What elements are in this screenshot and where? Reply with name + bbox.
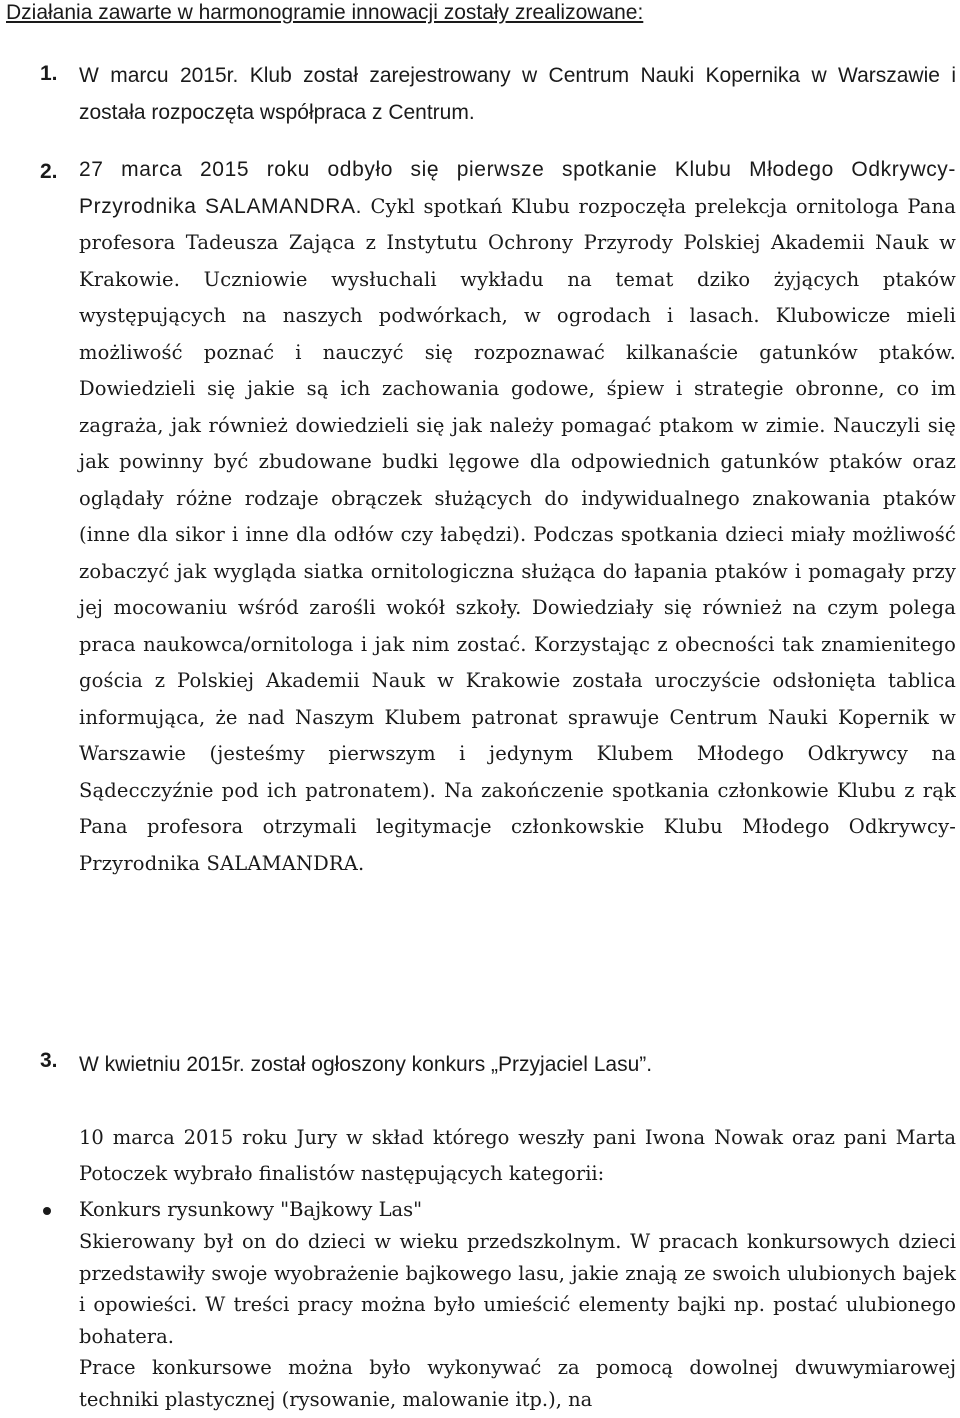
list-item-text: W marcu 2015r. Klub został zarejestrowany w Centrum Nauki Kopernika w Warszawie i została rozpoczęta współpraca z Centrum. — [79, 64, 956, 124]
list-item-continuation: Cykl spotkań Klubu rozpoczęła prelekcja ornitologa Pana profesora Tadeusza Zająca z Instytutu Ochrony Przyrody Polskiej Akademii Nauk w Krakowie. Uczniowie wysłuchali wykładu na temat dziko żyjących ptaków występujących na naszych podwórkach, w ogrodach i lasach. Klubowicze mieli możliwość poznać i nauczyć się rozpoznawać kilkanaście gatunków ptaków. Dowiedzieli się jakie są ich zachowania godowe, śpiew i strategie obronne, co im zagraża, jak również dowiedzieli się jak należy pomagać ptakom w zimie. Nauczyli się jak powinny być zbudowane budki lęgowe dla odpowiednich gatunków ptaków oraz oglądały różne rodzaje obrączek służących do indywidualnego znakowania ptaków (inne dla sikor i inne dla odłów czy łabędzi). Podczas spotkania dzieci miały możliwość zobaczyć jak wygląda siatka ornitologiczna służąca do łapania ptaków i pomagały przy jej mocowaniu wśród zarośli wokół szkoły. Dowiedziały się również na czym polega praca naukowca/ornitologa i jak nim zostać. Korzystając z obecności tak znamienitego gościa z Polskiej Akademii Nauk w Krakowie została uroczyście odsłonięta tablica informująca, że nad Naszym Klubem patronat sprawuje Centrum Nauki Kopernik w Warszawie (jesteśmy pierwszym i jedynym Klubem Młodego Odkrywcy na Sądecczyźnie pod ich patronatem). Na zakończenie spotkania członkowie Klubu z rąk Pana profesora otrzymali legitymacje członkowskie Klubu Młodego Odkrywcy-Przyrodnika SALAMANDRA. — [79, 194, 956, 875]
list-item-text: W kwietniu 2015r. został ogłoszony konkurs „Przyjaciel Lasu”. — [79, 1053, 653, 1076]
list-item-text — [79, 152, 956, 882]
list-number: 3. — [40, 1049, 58, 1072]
competition-technique: Prace konkursowe można było wykonywać za pomocą dowolnej dwuwymiarowej techniki plastycznej (rysowanie, malowanie itp.), na — [79, 1356, 956, 1411]
list-item-lead: 27 marca 2015 roku odbyło się pierwsze spotkanie Klubu Młodego Odkrywcy-Przyrodnika SALAMANDRA. — [79, 158, 956, 218]
competition-bullet — [0, 1194, 960, 1415]
bullet-icon — [43, 1207, 51, 1215]
competition-title: Konkurs rysunkowy "Bajkowy Las" — [79, 1198, 423, 1221]
list-number: 2. — [40, 160, 58, 183]
list-item-2 — [0, 152, 960, 882]
section-heading: Działania zawarte w harmonogramie innowacji zostały zrealizowane: — [6, 1, 644, 24]
list-item-1 — [0, 57, 960, 131]
list-number: 1. — [40, 62, 58, 85]
jury-paragraph: 10 marca 2015 roku Jury w skład którego weszły pani Iwona Nowak oraz pani Marta Potoczek wybrało finalistów następujących kategorii: — [79, 1126, 956, 1185]
competition-description: Skierowany był on do dzieci w wieku przedszkolnym. W pracach konkursowych dzieci przedstawiły swoje wyobrażenie bajkowego lasu, jakie znają ze swoich ulubionych bajek i opowieści. W treści pracy można było umieścić elementy bajki np. postać ulubionego bohatera. — [79, 1230, 956, 1348]
list-item-3 — [0, 1046, 960, 1083]
